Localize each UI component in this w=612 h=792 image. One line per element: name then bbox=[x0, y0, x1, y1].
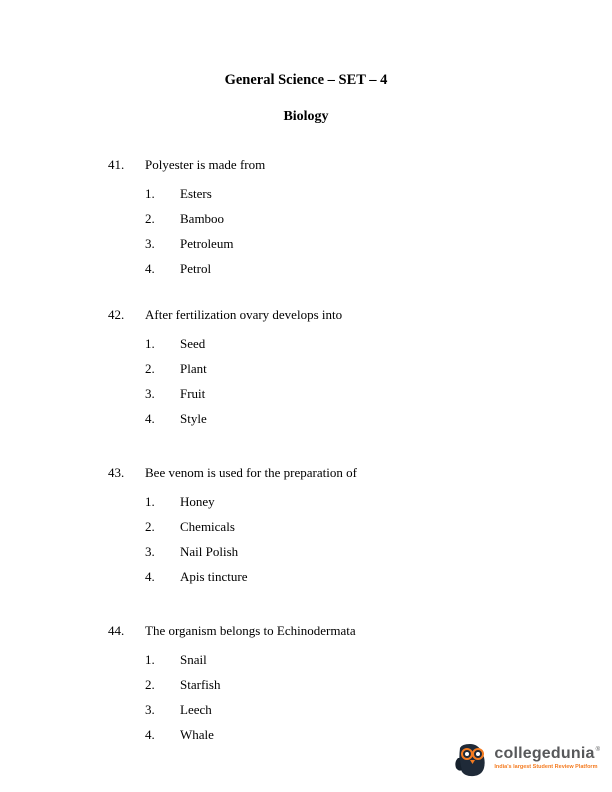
option bbox=[145, 544, 612, 569]
option bbox=[145, 236, 612, 261]
option-number: 3. bbox=[145, 386, 155, 401]
question-43 bbox=[108, 465, 612, 594]
option-text: Petroleum bbox=[180, 236, 234, 251]
option bbox=[145, 336, 612, 361]
option-number: 4. bbox=[145, 727, 155, 742]
question-44 bbox=[108, 623, 612, 752]
option-number: 2. bbox=[145, 211, 155, 226]
option-text: Chemicals bbox=[180, 519, 235, 534]
option-number: 1. bbox=[145, 186, 155, 201]
question-number: 42. bbox=[108, 307, 125, 322]
option-text: Apis tincture bbox=[180, 569, 248, 584]
option-number: 1. bbox=[145, 494, 155, 509]
question-text: The organism belongs to Echinodermata bbox=[145, 623, 356, 638]
option-number: 3. bbox=[145, 236, 155, 251]
option bbox=[145, 211, 612, 236]
question-41 bbox=[108, 157, 612, 286]
option bbox=[145, 411, 612, 436]
option bbox=[145, 569, 612, 594]
option bbox=[145, 386, 612, 411]
options-list bbox=[145, 336, 612, 436]
option-number: 4. bbox=[145, 411, 155, 426]
option-text: Bamboo bbox=[180, 211, 225, 226]
page-title: General Science – SET – 4 bbox=[224, 72, 388, 88]
option-text: Honey bbox=[180, 494, 215, 509]
option-text: Style bbox=[180, 411, 207, 426]
option-text: Seed bbox=[180, 336, 206, 351]
option-text: Leech bbox=[180, 702, 212, 717]
option-number: 2. bbox=[145, 361, 155, 376]
option-number: 3. bbox=[145, 544, 155, 559]
option-text: Nail Polish bbox=[180, 544, 239, 559]
option bbox=[145, 361, 612, 386]
option-text: Starfish bbox=[180, 677, 221, 692]
question-text: Bee venom is used for the preparation of bbox=[145, 465, 357, 480]
option-number: 1. bbox=[145, 652, 155, 667]
option-text: Fruit bbox=[180, 386, 206, 401]
collegedunia-mascot-icon bbox=[452, 738, 490, 778]
option-text: Petrol bbox=[180, 261, 212, 276]
option-text: Esters bbox=[180, 186, 212, 201]
question-42 bbox=[108, 307, 612, 436]
option bbox=[145, 261, 612, 286]
option-number: 3. bbox=[145, 702, 155, 717]
option bbox=[145, 186, 612, 211]
options-list bbox=[145, 494, 612, 594]
option-text: Plant bbox=[180, 361, 207, 376]
registered-mark: ® bbox=[595, 746, 600, 753]
question-number: 41. bbox=[108, 157, 125, 172]
question-number: 43. bbox=[108, 465, 125, 480]
question-text: After fertilization ovary develops into bbox=[145, 307, 343, 322]
collegedunia-logo bbox=[452, 738, 600, 778]
question-text: Polyester is made from bbox=[145, 157, 266, 172]
option-text: Snail bbox=[180, 652, 207, 667]
option-number: 4. bbox=[145, 569, 155, 584]
options-list bbox=[145, 652, 612, 752]
brand-tagline: India's largest Student Review Platform bbox=[494, 763, 598, 770]
option bbox=[145, 494, 612, 519]
option bbox=[145, 702, 612, 727]
option-number: 4. bbox=[145, 261, 155, 276]
option bbox=[145, 677, 612, 702]
brand-name: collegedunia bbox=[494, 744, 595, 762]
page-subtitle: Biology bbox=[283, 109, 329, 124]
option-number: 2. bbox=[145, 677, 155, 692]
question-number: 44. bbox=[108, 623, 125, 638]
option bbox=[145, 652, 612, 677]
option bbox=[145, 519, 612, 544]
option-text: Whale bbox=[180, 727, 214, 742]
questions-list bbox=[0, 125, 612, 752]
option-number: 2. bbox=[145, 519, 155, 534]
option-number: 1. bbox=[145, 336, 155, 351]
options-list bbox=[145, 186, 612, 286]
